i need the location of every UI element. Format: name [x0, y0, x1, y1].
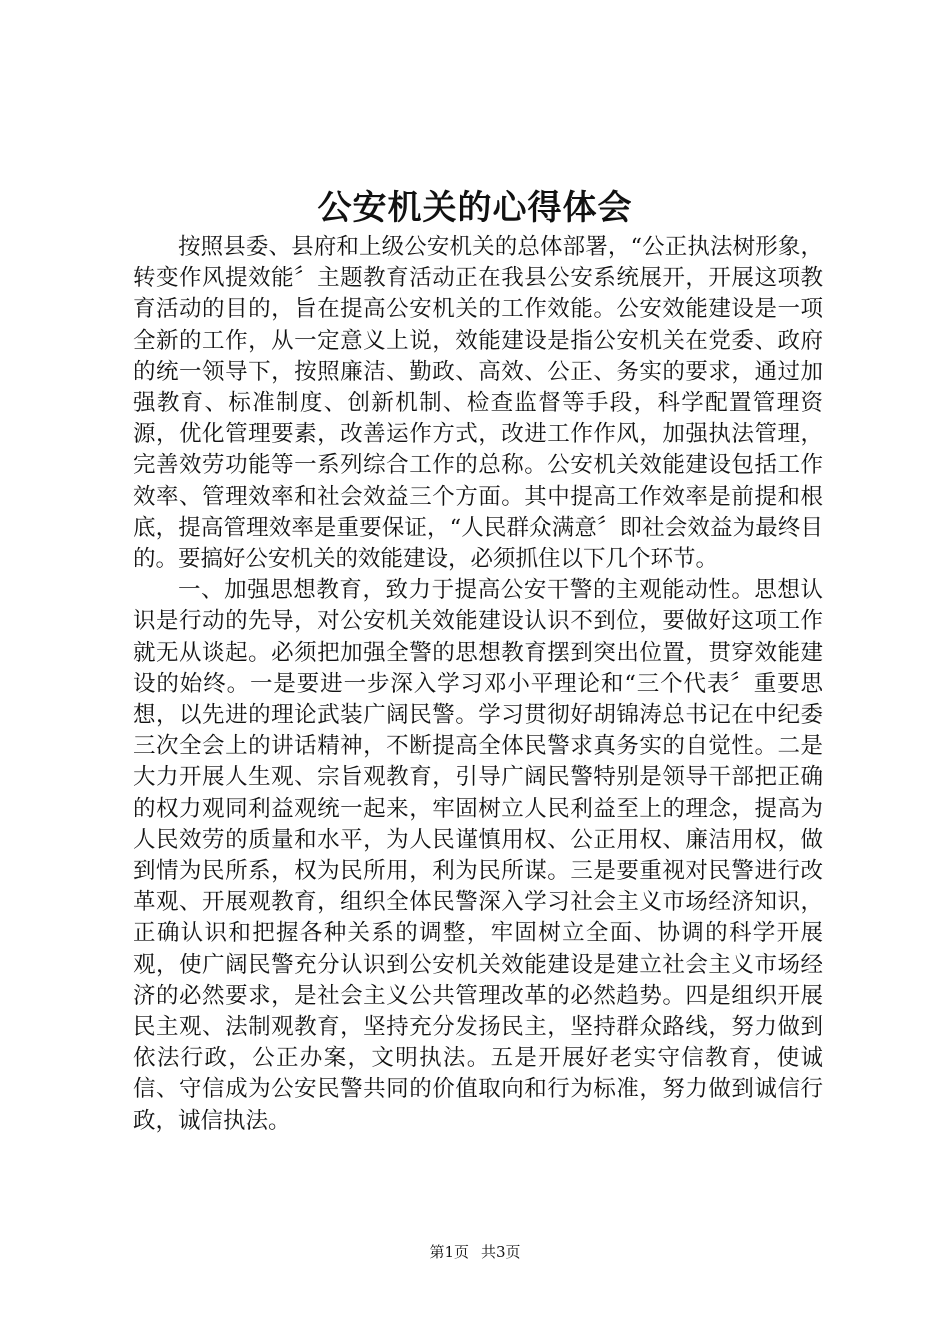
page-total: 共3页 [481, 1243, 521, 1261]
page-number: 第1页 [429, 1243, 469, 1261]
paragraph-intro: 按照县委、县府和上级公安机关的总体部署，“公正执法树形象，转变作风提效能〞主题教育活动正在我县公安系统展开，开展这项教育活动的目的，旨在提高公安机关的工作效能。公安效能建设是一项全新的工作，从一定意义上说，效能建设是指公安机关在党委、政府的统一领导下，按照廉洁、勤政、高效、公正、务实的要求，通过加强教育、标准制度、创新机制、检查监督等手段，科学配置管理资源，优化管理要素，改善运作方式，改进工作作风，加强执法管理，完善效劳功能等一系列综合工作的总称。公安机关效能建设包括工作效率、管理效率和社会效益三个方面。其中提高工作效率是前提和根底，提高管理效率是重要保证，“人民群众满意〞即社会效益为最终目的。要搞好公安机关的效能建设，必须抓住以下几个环节。 [133, 234, 823, 573]
page-footer [0, 1242, 950, 1262]
document-title: 公安机关的心得体会 [317, 188, 633, 228]
document-body [133, 232, 823, 1137]
paragraph-section-1: 一、加强思想教育，致力于提高公安干警的主观能动性。思想认识是行动的先导，对公安机关效能建设认识不到位，要做好这项工作就无从谈起。必须把加强全警的思想教育摆到突出位置，贯穿效能建设的始终。一是要进一步深入学习邓小平理论和“三个代表〞重要思想，以先进的理论武装广阔民警。学习贯彻好胡锦涛总书记在中纪委三次全会上的讲话精神，不断提高全体民警求真务实的自觉性。二是大力开展人生观、宗旨观教育，引导广阔民警特别是领导干部把正确的权力观同利益观统一起来，牢固树立人民利益至上的理念，提高为人民效劳的质量和水平，为人民谨慎用权、公正用权、廉洁用权，做到情为民所系，权为民所用，利为民所谋。三是要重视对民警进行改革观、开展观教育，组织全体民警深入学习社会主义市场经济知识，正确认识和把握各种关系的调整，牢固树立全面、协调的科学开展观，使广阔民警充分认识到公安机关效能建设是建立社会主义市场经济的必然要求，是社会主义公共管理改革的必然趋势。四是组织开展民主观、法制观教育，坚持充分发扬民主，坚持群众路线，努力做到依法行政，公正办案，文明执法。五是开展好老实守信教育，使诚信、守信成为公安民警共同的价值取向和行为标准，努力做到诚信行政，诚信执法。 [133, 577, 823, 1134]
